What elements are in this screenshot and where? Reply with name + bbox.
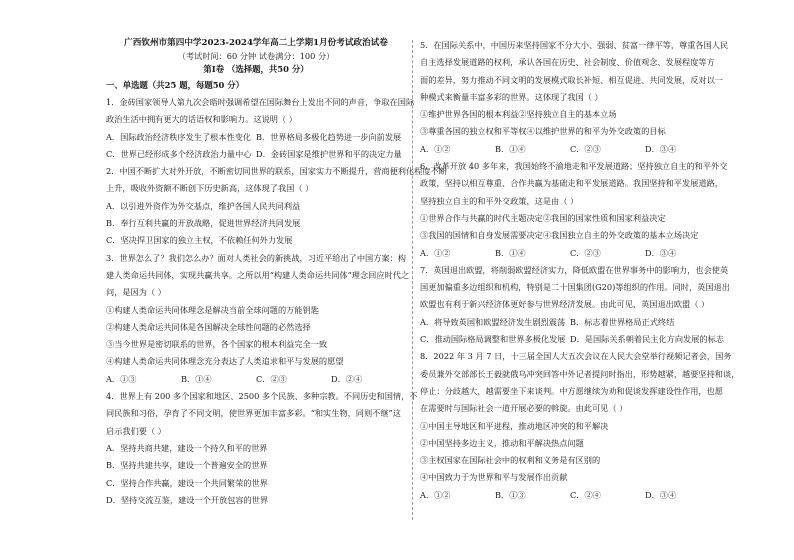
option-c[interactable]: C．②③ (256, 373, 287, 384)
option-c[interactable]: C．坚决捍卫国家的独立主权，不依赖任何外力发展 (106, 235, 293, 246)
question-stem-line: 6．改革开放 40 多年来，我国始终不渝地走和平发展道路；坚持独立自主的和平外交 (420, 161, 728, 172)
question-stem-line: 欧盟也有利于新兴经济体更好参与世界经济发展。由此可见，英国退出欧盟（ ） (420, 299, 710, 310)
option-row (106, 129, 406, 146)
option-row (420, 141, 720, 158)
option-c[interactable]: C．②③ (570, 143, 601, 154)
option-a[interactable]: A．①② (420, 143, 451, 154)
question-stem-line: 政策，坚持以相互尊重、合作共赢为基础走和平发展道路。我国坚持和平发展道路， (420, 178, 723, 189)
option-a[interactable]: A．①② (420, 247, 451, 258)
section-heading: 一、单选题（共25 题，每题50 分） (106, 80, 245, 90)
option-d[interactable]: D．是国际关系朝着民主化方向发展的标志 (570, 334, 724, 345)
question-4 (106, 388, 418, 509)
question-stem-line: 8．2022 年 3 月 7 日，十三届全国人大五次会议在人民大会堂举行视频记者会，国务 (420, 351, 732, 362)
question-stem-line: 政治生活中拥有更大的话语权和影响力。这说明（ ） (106, 114, 297, 125)
statement-item: ③我国的国情和自身发展需要决定④我国独立自主的外交政策的基本立场决定 (420, 230, 699, 241)
question-5 (420, 37, 729, 158)
option-b[interactable]: B．①④ (495, 143, 526, 154)
option-b[interactable]: B．①④ (181, 373, 212, 384)
question-3 (106, 250, 410, 388)
question-8 (420, 348, 740, 504)
option-row (420, 245, 720, 262)
option-a[interactable]: A．将导致英国和欧盟经济发生剧烈震荡 (420, 316, 566, 327)
question-stem-line: 自主选择发展道路的权利，承认各国在历史、社会制度、价值观念、发展程度等方 (420, 57, 715, 68)
option-d[interactable]: D．③④ (645, 489, 677, 500)
option-a[interactable]: A．①③ (106, 373, 137, 384)
volume-heading: 第Ⅰ卷 （选择题，共50 分） (203, 64, 309, 74)
option-d[interactable]: D．②④ (331, 373, 363, 384)
right-column (420, 37, 740, 504)
statement-item: ③主权国家在国际社会中的权利和义务是有区别的 (420, 455, 601, 466)
question-stem-line: 1．金砖国家领导人第九次会晤时强调希望在国际舞台上发出不同的声音，争取在国际 (106, 97, 415, 107)
question-stem-line: 坚持独立自主的和平外交政策，这是由（ ） (420, 195, 579, 206)
question-2 (106, 163, 447, 249)
question-stem-line: 上升，吸收外资额不断创下历史新高，这体现了我国（ ） (106, 183, 314, 194)
statement-item: ③当今世界是密切联系的世界，各个国家的根本利益完全一致 (106, 339, 328, 350)
exam-info: （考试时间：60 分钟 试卷满分：100 分） (177, 51, 335, 61)
option-b[interactable]: B．坚持共建共享，建设一个普遍安全的世界 (106, 460, 268, 471)
question-stem-line: 5．在国际关系中，中国历来坚持国家不分大小、强弱、贫富一律平等，尊重各国人民 (420, 40, 729, 50)
question-stem-line: 7．英国退出欧盟，将削弱欧盟经济实力，降低欧盟在世界事务中的影响力，也会使英 (420, 264, 729, 275)
question-stem-line: 停止：分歧越大，越需要坐下来谈判。中方愿继续为劝和促谈发挥建设性作用，也愿 (420, 385, 723, 396)
option-d[interactable]: D．金砖国家是维护世界和平的决定力量 (256, 148, 402, 159)
option-d[interactable]: D．③④ (645, 143, 677, 154)
option-d[interactable]: D．坚持交流互鉴，建设一个开放包容的世界 (106, 494, 269, 505)
question-stem-line: 同民族和习俗，孕育了不同文明，使世界更加丰富多彩。“和实生物，同则不继”这 (106, 408, 401, 419)
question-stem-line: 在需要时与国际社会一道开展必要的斡旋。由此可见（ ） (420, 403, 628, 414)
statement-item: ①世界合作与共赢的时代主题决定②我国的国家性质和国家利益决定 (420, 212, 666, 223)
question-6 (420, 158, 728, 262)
question-7 (420, 262, 730, 348)
question-stem-line: 问，是因为（ ） (106, 287, 166, 298)
question-stem-line: 委员兼外交部部长王毅就俄乌冲突回答中外记者提问时指出，形势越紧，越要坚持和谈， (420, 368, 740, 379)
option-a[interactable]: A．①② (420, 489, 451, 500)
option-a[interactable]: A．坚持共商共建，建设一个持久和平的世界 (106, 442, 268, 453)
statement-item: ③尊重各国的独立权和平等权④以维护世界的和平为外交政策的目标 (420, 126, 666, 137)
question-stem-line: 2．中国不断扩大对外开放，不断密切同世界的联系，国家实力不断提升，营商便利化程度不断 (106, 166, 447, 177)
option-a[interactable]: A．国际政治经济秩序发生了根本性变化 (106, 131, 252, 142)
statement-item: ④构建人类命运共同体理念充分表达了人类追求和平与发展的愿望 (106, 356, 344, 367)
option-row (420, 487, 720, 504)
column-divider (412, 40, 413, 520)
option-row (420, 331, 724, 348)
question-stem-line: 建人类命运共同体，实现共赢共享。之所以用“构建人类命运共同体”理念回应时代之 (106, 269, 410, 280)
question-stem-line: 3．世界怎么了？我们怎么办？面对人类社会的新挑战，习近平给出了中国方案：构 (106, 252, 406, 263)
statement-item: ④中国致力于为世界和平与发展作出贡献 (420, 472, 568, 483)
option-b[interactable]: B．世界格局多极化趋势进一步向前发展 (256, 131, 402, 142)
option-d[interactable]: D．③④ (645, 247, 677, 258)
question-1 (106, 94, 415, 163)
statement-item: ②中国坚持多边主义，推动和平解决热点问题 (420, 437, 584, 448)
question-stem-line: 启示我们要（ ） (106, 425, 166, 436)
question-stem-line: 面的差异，努力推动不同文明的发展模式取长补短、相互促进、共同发展，反对以一 (420, 74, 723, 85)
option-b[interactable]: B．奉行互利共赢的开放战略，促进世界经济共同发展 (106, 218, 301, 229)
statement-item: ①构建人类命运共同体理念是解决当前全球问题的万能钥匙 (106, 304, 319, 315)
option-row (420, 314, 720, 331)
option-b[interactable]: B．①③ (495, 489, 526, 500)
option-a[interactable]: A．以引进外资作为外交基点，维护各国人民共同利益 (106, 200, 301, 211)
option-c[interactable]: C．②④ (570, 489, 601, 500)
question-stem-line: 4．世界上有 200 多个国家和地区、2500 多个民族、多种宗教。不同历史和国情，不 (106, 391, 418, 402)
exam-title: 广西钦州市第四中学2023-2024学年高二上学期1月份考试政治试卷 (124, 38, 388, 48)
option-row (106, 371, 406, 388)
question-stem-line: 国更加偏重多边组织和机构，特别是二十国集团(G20)等组织的作用。同时，英国退出 (420, 282, 730, 293)
question-stem-line: 种模式来衡量丰富多彩的世界。这体现了我国（ ） (420, 91, 603, 102)
option-c[interactable]: C．世界已经形成多个经济政治力量中心 (106, 148, 252, 159)
statement-item: ①中国主导地区和平进程，推动地区冲突的和平解决 (420, 420, 609, 431)
option-b[interactable]: B．①④ (495, 247, 526, 258)
statement-item: ②构建人类命运共同体是各国解决全球性问题的必然选择 (106, 321, 311, 332)
option-row (106, 146, 406, 163)
option-b[interactable]: B．标志着世界格局正式终结 (570, 316, 675, 327)
statement-item: ①维护世界各国的根本利益②坚持独立自主的基本立场 (420, 109, 617, 120)
option-c[interactable]: C．②③ (570, 247, 601, 258)
option-c[interactable]: C．坚持合作共赢，建设一个共同繁荣的世界 (106, 477, 268, 488)
option-c[interactable]: C．推动国际格局调整和世界多极化发展 (420, 334, 566, 345)
